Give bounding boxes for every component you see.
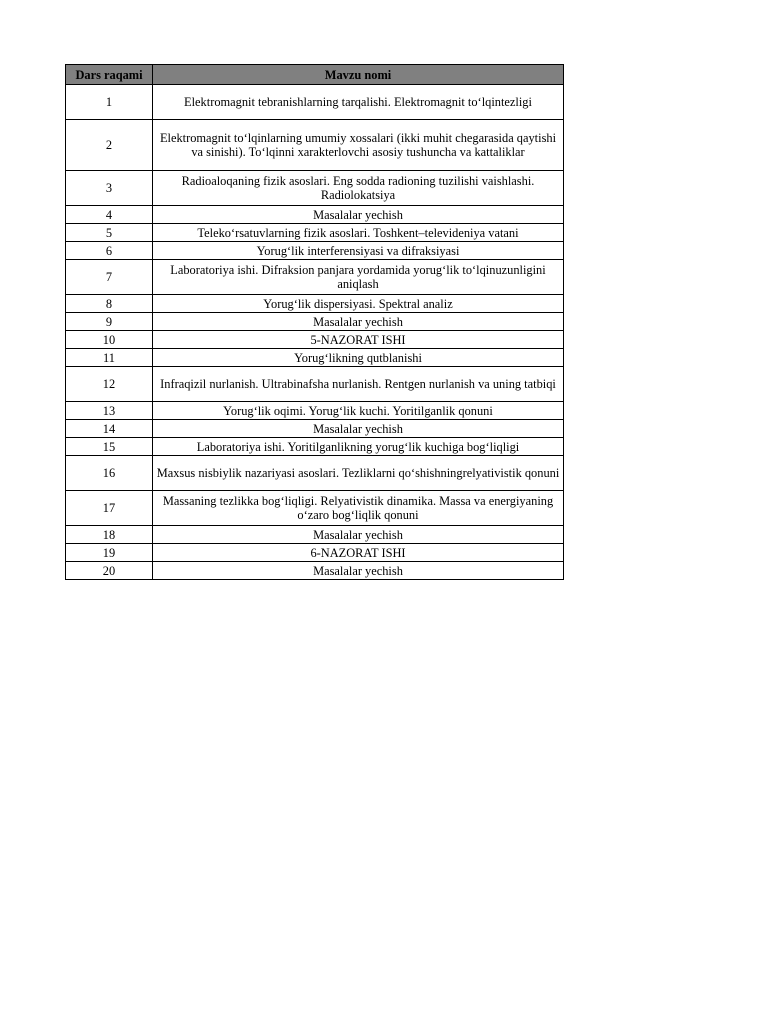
- lesson-number-cell: 17: [66, 491, 153, 526]
- lesson-number-cell: 19: [66, 544, 153, 562]
- lesson-number-cell: 5: [66, 224, 153, 242]
- topic-cell: Masalalar yechish: [153, 313, 564, 331]
- lesson-number-cell: 20: [66, 562, 153, 580]
- header-lesson-number: Dars raqami: [66, 65, 153, 85]
- topic-cell: Elektromagnit to‘lqinlarning umumiy xossalari (ikki muhit chegarasida qaytishi va sinishi). To‘lqinni xarakterlovchi asosiy tushuncha va kattaliklar: [153, 120, 564, 171]
- lesson-number-cell: 18: [66, 526, 153, 544]
- table-row: [66, 438, 564, 456]
- topic-cell: Maxsus nisbiylik nazariyasi asoslari. Tezliklarni qo‘shishningrelyativistik qonuni: [153, 456, 564, 491]
- topic-cell: Yorug‘likning qutblanishi: [153, 349, 564, 367]
- table-row: [66, 491, 564, 526]
- table-row: [66, 349, 564, 367]
- table-row: [66, 295, 564, 313]
- lesson-number-cell: 6: [66, 242, 153, 260]
- topic-cell: 5-NAZORAT ISHI: [153, 331, 564, 349]
- topic-cell: Laboratoriya ishi. Difraksion panjara yordamida yorug‘lik to‘lqinuzunligini aniqlash: [153, 260, 564, 295]
- topic-cell: Yorug‘lik dispersiyasi. Spektral analiz: [153, 295, 564, 313]
- lesson-number-cell: 9: [66, 313, 153, 331]
- topic-cell: Laboratoriya ishi. Yoritilganlikning yorug‘lik kuchiga bog‘liqligi: [153, 438, 564, 456]
- table-row: [66, 260, 564, 295]
- lesson-number-cell: 14: [66, 420, 153, 438]
- table-row: [66, 206, 564, 224]
- topic-cell: Masalalar yechish: [153, 562, 564, 580]
- topic-cell: Radioaloqaning fizik asoslari. Eng sodda radioning tuzilishi vaishlashi. Radiolokatsiya: [153, 171, 564, 206]
- lesson-topics-table: [65, 64, 564, 580]
- table-row: [66, 420, 564, 438]
- table-row: [66, 85, 564, 120]
- table-row: [66, 171, 564, 206]
- table-header-row: [66, 65, 564, 85]
- table-row: [66, 331, 564, 349]
- topic-cell: Teleko‘rsatuvlarning fizik asoslari. Toshkent–televideniya vatani: [153, 224, 564, 242]
- lesson-number-cell: 13: [66, 402, 153, 420]
- topic-cell: Infraqizil nurlanish. Ultrabinafsha nurlanish. Rentgen nurlanish va uning tatbiqi: [153, 367, 564, 402]
- table-row: [66, 313, 564, 331]
- lesson-number-cell: 16: [66, 456, 153, 491]
- table-row: [66, 456, 564, 491]
- lesson-number-cell: 7: [66, 260, 153, 295]
- table-row: [66, 120, 564, 171]
- topic-cell: Massaning tezlikka bog‘liqligi. Relyativistik dinamika. Massa va energiyaning o‘zaro bog‘liqlik qonuni: [153, 491, 564, 526]
- lesson-number-cell: 2: [66, 120, 153, 171]
- header-topic-name: Mavzu nomi: [153, 65, 564, 85]
- table-row: [66, 224, 564, 242]
- topic-cell: Masalalar yechish: [153, 206, 564, 224]
- table-row: [66, 242, 564, 260]
- table-row: [66, 544, 564, 562]
- topic-cell: Elektromagnit tebranishlarning tarqalishi. Elektromagnit to‘lqintezligi: [153, 85, 564, 120]
- lesson-number-cell: 8: [66, 295, 153, 313]
- topic-cell: 6-NAZORAT ISHI: [153, 544, 564, 562]
- lesson-number-cell: 1: [66, 85, 153, 120]
- lesson-number-cell: 3: [66, 171, 153, 206]
- topic-cell: Yorug‘lik interferensiyasi va difraksiyasi: [153, 242, 564, 260]
- table-row: [66, 526, 564, 544]
- lesson-number-cell: 12: [66, 367, 153, 402]
- topic-cell: Yorug‘lik oqimi. Yorug‘lik kuchi. Yoritilganlik qonuni: [153, 402, 564, 420]
- table-row: [66, 367, 564, 402]
- table-row: [66, 562, 564, 580]
- lesson-number-cell: 11: [66, 349, 153, 367]
- topic-cell: Masalalar yechish: [153, 420, 564, 438]
- lesson-number-cell: 10: [66, 331, 153, 349]
- table-row: [66, 402, 564, 420]
- lesson-number-cell: 4: [66, 206, 153, 224]
- topic-cell: Masalalar yechish: [153, 526, 564, 544]
- lesson-number-cell: 15: [66, 438, 153, 456]
